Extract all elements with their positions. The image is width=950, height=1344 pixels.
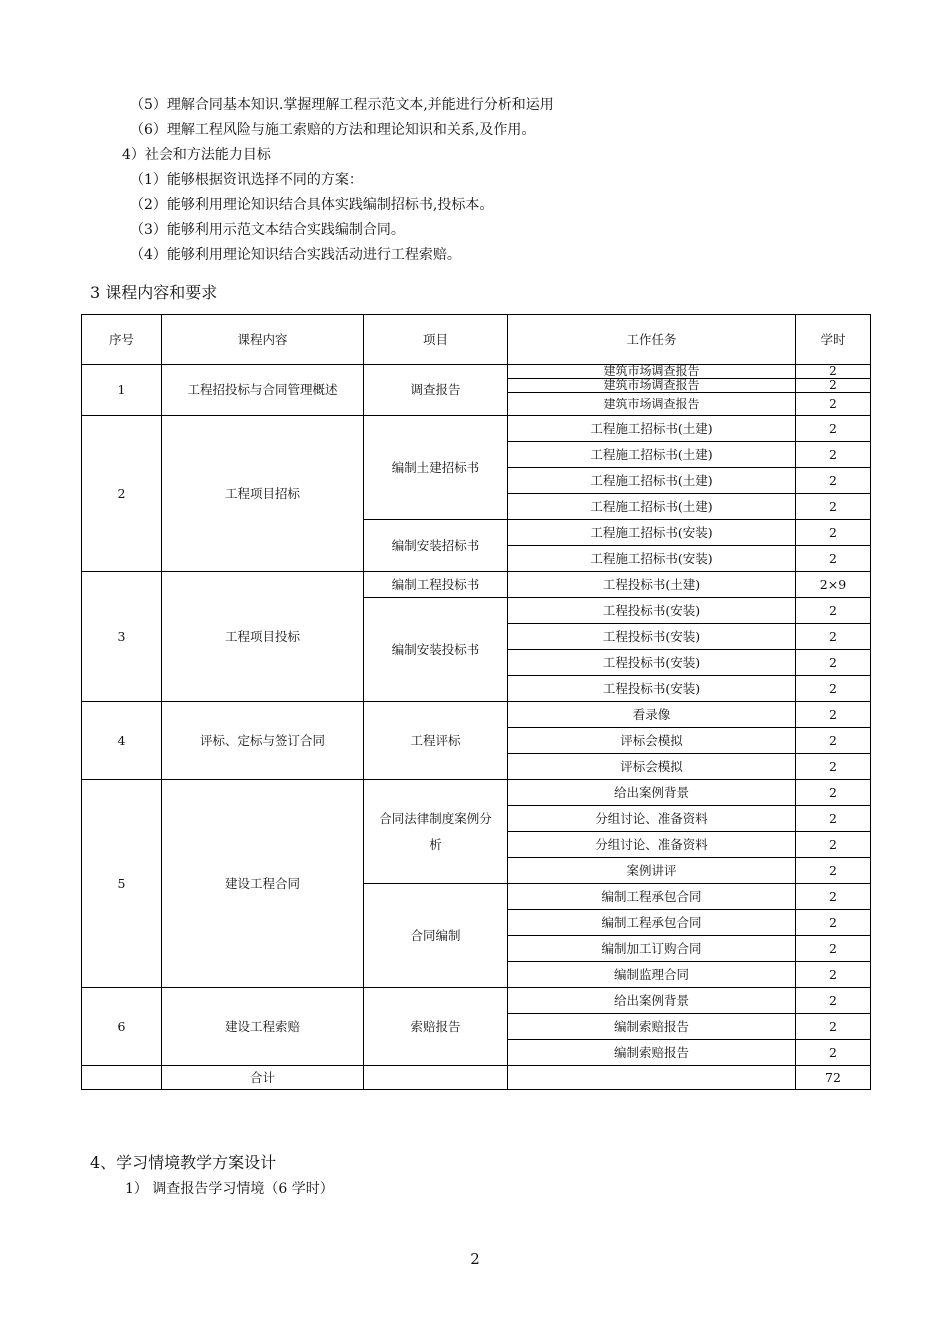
task-cell: 评标会模拟 (508, 754, 796, 780)
task-cell: 工程施工招标书(土建) (508, 416, 796, 442)
hours-cell: 2 (796, 624, 871, 650)
table-row (82, 702, 871, 728)
row-number-cell: 5 (82, 780, 162, 988)
hours-cell: 2 (796, 728, 871, 754)
hours-cell: 2 (796, 754, 871, 780)
hours-cell: 2 (796, 546, 871, 572)
hours-cell: 2 (796, 832, 871, 858)
hours-cell: 2 (796, 988, 871, 1014)
header-cell: 工作任务 (508, 315, 796, 365)
task-cell: 编制工程承包合同 (508, 884, 796, 910)
hours-cell: 2 (796, 936, 871, 962)
task-cell: 编制索赔报告 (508, 1040, 796, 1066)
task-cell: 给出案例背景 (508, 988, 796, 1014)
project-cell: 编制工程投标书 (364, 572, 508, 598)
row-number-cell: 4 (82, 702, 162, 780)
course-content-cell: 建设工程合同 (162, 780, 364, 988)
course-content-cell: 建设工程索赔 (162, 988, 364, 1066)
course-content-cell: 工程项目投标 (162, 572, 364, 702)
section-3-title: 3 课程内容和要求 (90, 283, 218, 302)
task-cell: 工程投标书(安装) (508, 650, 796, 676)
hours-cell: 2 (796, 780, 871, 806)
task-cell: 编制监理合同 (508, 962, 796, 988)
project-cell: 合同编制 (364, 884, 508, 988)
header-cell: 课程内容 (162, 315, 364, 365)
page-number: 2 (470, 1250, 480, 1268)
hours-cell: 2 (796, 806, 871, 832)
task-cell: 给出案例背景 (508, 780, 796, 806)
table-header-row (82, 315, 871, 365)
task-cell: 建筑市场调查报告 (508, 379, 796, 393)
header-cell: 学时 (796, 315, 871, 365)
total-hours-cell: 72 (796, 1066, 871, 1090)
course-content-cell: 评标、定标与签订合同 (162, 702, 364, 780)
hours-cell: 2 (796, 884, 871, 910)
total-empty-cell (508, 1066, 796, 1090)
row-number-cell: 1 (82, 365, 162, 416)
task-cell: 编制索赔报告 (508, 1014, 796, 1040)
intro-line: （5）理解合同基本知识.掌握理解工程示范文本,并能进行分析和运用 (130, 97, 554, 113)
total-empty-cell (82, 1066, 162, 1090)
hours-cell: 2 (796, 650, 871, 676)
table-row (82, 416, 871, 442)
task-cell: 工程施工招标书(土建) (508, 494, 796, 520)
task-cell: 工程投标书(土建) (508, 572, 796, 598)
project-cell: 调查报告 (364, 365, 508, 416)
task-cell: 编制工程承包合同 (508, 910, 796, 936)
table-row (82, 572, 871, 598)
intro-line: （2）能够利用理论知识结合具体实践编制招标书,投标本。 (130, 197, 494, 213)
hours-cell: 2 (796, 910, 871, 936)
course-content-cell: 工程项目招标 (162, 416, 364, 572)
course-content-table (81, 314, 871, 1090)
hours-cell: 2 (796, 520, 871, 546)
task-cell: 工程施工招标书(安装) (508, 546, 796, 572)
intro-line: （1）能够根据资讯选择不同的方案： (130, 172, 363, 188)
hours-cell: 2 (796, 416, 871, 442)
row-number-cell: 3 (82, 572, 162, 702)
project-cell: 索赔报告 (364, 988, 508, 1066)
table-row (82, 988, 871, 1014)
task-cell: 工程施工招标书(土建) (508, 468, 796, 494)
task-cell: 建筑市场调查报告 (508, 365, 796, 379)
project-cell: 编制土建招标书 (364, 416, 508, 520)
task-cell: 分组讨论、准备资料 (508, 806, 796, 832)
hours-cell: 2 (796, 494, 871, 520)
intro-line: （3）能够利用示范文本结合实践编制合同。 (130, 222, 405, 238)
hours-cell: 2 (796, 393, 871, 416)
intro-line: （6）理解工程风险与施工索赔的方法和理论知识和关系,及作用。 (130, 122, 536, 138)
hours-cell: 2 (796, 1014, 871, 1040)
section-4-subtitle: 1） 调查报告学习情境（6 学时） (125, 1181, 334, 1197)
section-4-title: 4、学习情境教学方案设计 (90, 1153, 277, 1172)
header-cell: 序号 (82, 315, 162, 365)
project-cell: 工程评标 (364, 702, 508, 780)
task-cell: 工程施工招标书(安装) (508, 520, 796, 546)
hours-cell: 2 (796, 379, 871, 393)
project-cell: 编制安装投标书 (364, 598, 508, 702)
hours-cell: 2 (796, 858, 871, 884)
course-content-cell: 工程招投标与合同管理概述 (162, 365, 364, 416)
task-cell: 编制加工订购合同 (508, 936, 796, 962)
task-cell: 建筑市场调查报告 (508, 393, 796, 416)
intro-line: （4）能够利用理论知识结合实践活动进行工程索赔。 (130, 247, 461, 263)
hours-cell: 2 (796, 676, 871, 702)
row-number-cell: 2 (82, 416, 162, 572)
task-cell: 看录像 (508, 702, 796, 728)
total-label-cell: 合计 (162, 1066, 364, 1090)
table-total-row (82, 1066, 871, 1090)
header-cell: 项目 (364, 315, 508, 365)
task-cell: 工程投标书(安装) (508, 624, 796, 650)
task-cell: 案例讲评 (508, 858, 796, 884)
project-cell: 编制安装招标书 (364, 520, 508, 572)
hours-cell: 2×9 (796, 572, 871, 598)
hours-cell: 2 (796, 442, 871, 468)
task-cell: 分组讨论、准备资料 (508, 832, 796, 858)
hours-cell: 2 (796, 365, 871, 379)
total-empty-cell (364, 1066, 508, 1090)
project-cell: 合同法律制度案例分析 (364, 780, 508, 884)
hours-cell: 2 (796, 1040, 871, 1066)
intro-line: 4）社会和方法能力目标 (122, 147, 271, 163)
table-row (82, 780, 871, 806)
table-row (82, 365, 871, 379)
task-cell: 评标会模拟 (508, 728, 796, 754)
hours-cell: 2 (796, 468, 871, 494)
row-number-cell: 6 (82, 988, 162, 1066)
task-cell: 工程投标书(安装) (508, 598, 796, 624)
hours-cell: 2 (796, 598, 871, 624)
task-cell: 工程投标书(安装) (508, 676, 796, 702)
hours-cell: 2 (796, 702, 871, 728)
task-cell: 工程施工招标书(土建) (508, 442, 796, 468)
hours-cell: 2 (796, 962, 871, 988)
